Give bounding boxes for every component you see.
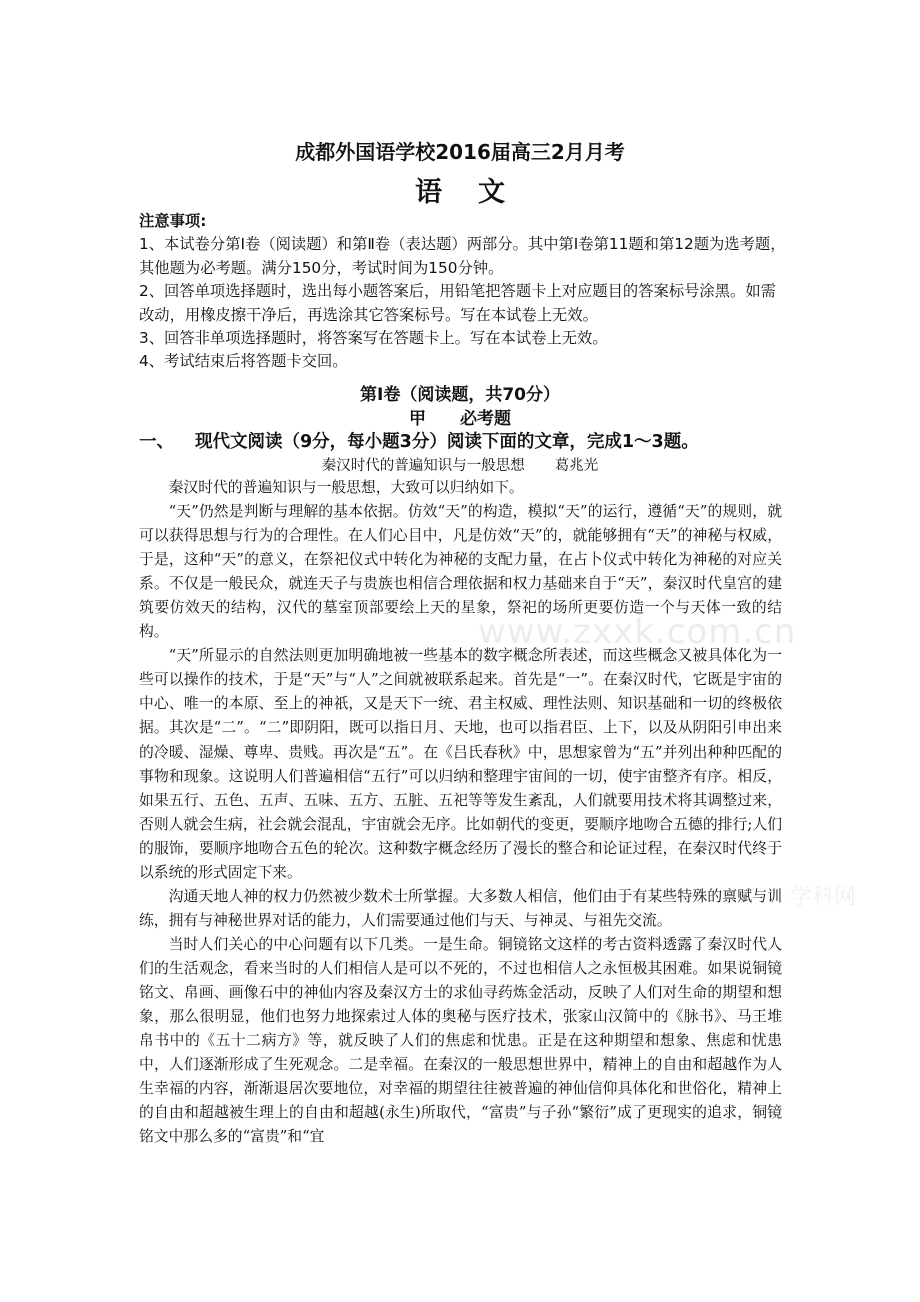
sub-heading: 甲 必考题 bbox=[409, 409, 511, 429]
article-author: 葛兆光 bbox=[554, 458, 599, 474]
notice-item-2: 2、回答单项选择题时，选出每小题答案后，用铅笔把答题卡上对应题目的答案标号涂黑。如需改动，用橡皮擦干净后，再选涂其它答案标号。写在本试卷上无效。 bbox=[139, 282, 776, 324]
notice-item-3: 3、回答非单项选择题时，将答案写在答题卡上。写在本试卷上无效。 bbox=[139, 329, 608, 348]
watermark-text: www.zxxk.com.cn bbox=[478, 612, 797, 652]
question-text: 现代文阅读（9分，每小题3分）阅读下面的文章，完成1～3题。 bbox=[195, 432, 699, 452]
article-header bbox=[0, 454, 920, 475]
question-number: 一、 bbox=[139, 432, 174, 452]
article-body bbox=[139, 476, 782, 1149]
article-paragraph-1: 秦汉时代的普遍知识与一般思想，大致可以归纳如下。 bbox=[168, 479, 524, 496]
article-title: 秦汉时代的普遍知识与一般思想 bbox=[321, 458, 525, 474]
part-heading: 第Ⅰ卷（阅读题，共70分） bbox=[360, 385, 560, 405]
notice-heading: 注意事项: bbox=[139, 212, 207, 230]
article-paragraph-3: “天”所显示的自然法则更加明确地被一些基本的数字概念所表述，而这些概念又被具体化为一些可以操作的技术，于是“天”与“人”之间就被联系起来。首先是“一”。在秦汉时代，它既是宇宙的中心、唯一的本原、至上的神祇，又是天下一统、君主权威、理性法则、知识基础和一切的终极依据。其次是“二”。“二”即阴阳，既可以指日月、天地，也可以指君臣、上下，以及从阴阳引申出来的冷暖、湿燥、尊卑、贵贱。再次是“五”。在《吕氏春秋》中，思想家曾为“五”并列出种种匹配的事物和现象。这说明人们普遍相信“五行”可以归纳和整理宇宙间的一切，使宇宙整齐有序。相反，如果五行、五色、五声、五味、五方、五脏、五祀等等发生紊乱，人们就要用技术将其调整过来，否则人就会生病，社会就会混乱，宇宙就会无序。比如朝代的变更，要顺序地吻合五德的排行;人们的服饰，要顺序地吻合五色的轮次。这种数字概念经历了漫长的整合和论证过程，在秦汉时代终于以系统的形式固定下来。 bbox=[139, 647, 782, 881]
subject-title: 语文 bbox=[415, 177, 541, 208]
article-paragraph-5: 当时人们关心的中心问题有以下几类。一是生命。铜镜铭文这样的考古资料透露了秦汉时代人们的生活观念，看来当时的人们相信人是可以不死的，不过也相信人之永恒极其困难。如果说铜镜铭文、帛画、画像石中的神仙内容及秦汉方士的求仙寻药炼金活动，反映了人们对生命的期望和想象，那么很明显，他们也努力地探索过人体的奥秘与医疗技术，张家山汉简中的《脉书》、马王堆帛书中的《五十二病方》等，就反映了人们的焦虑和忧患。正是在这种期望和想象、焦虑和忧患中，人们逐渐形成了生死观念。二是幸福。在秦汉的一般思想世界中，精神上的自由和超越作为人生幸福的内容，渐渐退居次要地位，对幸福的期望往往被普遍的神仙信仰具体化和世俗化，精神上的自由和超越被生理上的自由和超越(永生)所取代，“富贵”与子孙“繁衍”成了更现实的追求，铜镜铭文中那么多的“富贵”和“宜 bbox=[139, 935, 782, 1146]
notice-item-1: 1、本试卷分第Ⅰ卷（阅读题）和第Ⅱ卷（表达题）两部分。其中第Ⅰ卷第11题和第12题为选考题，其他题为必考题。满分150分，考试时间为150分钟。 bbox=[139, 235, 786, 277]
exam-title: 成都外国语学校2016届高三2月月考 bbox=[295, 140, 625, 164]
article-paragraph-4: 沟通天地人神的权力仍然被少数术士所掌握。大多数人相信，他们由于有某些特殊的禀赋与训练，拥有与神秘世界对话的能力，人们需要通过他们与天、与神灵、与祖先交流。 bbox=[139, 887, 782, 929]
notice-block bbox=[139, 210, 789, 374]
article-paragraph-2: “天”仍然是判断与理解的基本依据。仿效“天”的构造，模拟“天”的运行，遵循“天”的规则，就可以获得思想与行为的合理性。在人们心目中，凡是仿效“天”的，就能够拥有“天”的神秘与权威，于是，这种“天”的意义，在祭祀仪式中转化为神秘的支配力量，在占卜仪式中转化为神秘的对应关系。不仅是一般民众，就连天子与贵族也相信合理依据和权力基础来自于“天”，秦汉时代皇宫的建筑要仿效天的结构，汉代的墓室顶部要绘上天的星象，祭祀的场所更要仿造一个与天体一致的结构。 bbox=[139, 503, 782, 641]
question-heading bbox=[139, 428, 699, 453]
watermark-side: 学科网 bbox=[790, 885, 857, 910]
notice-item-4: 4、考试结束后将答题卡交回。 bbox=[139, 352, 348, 371]
